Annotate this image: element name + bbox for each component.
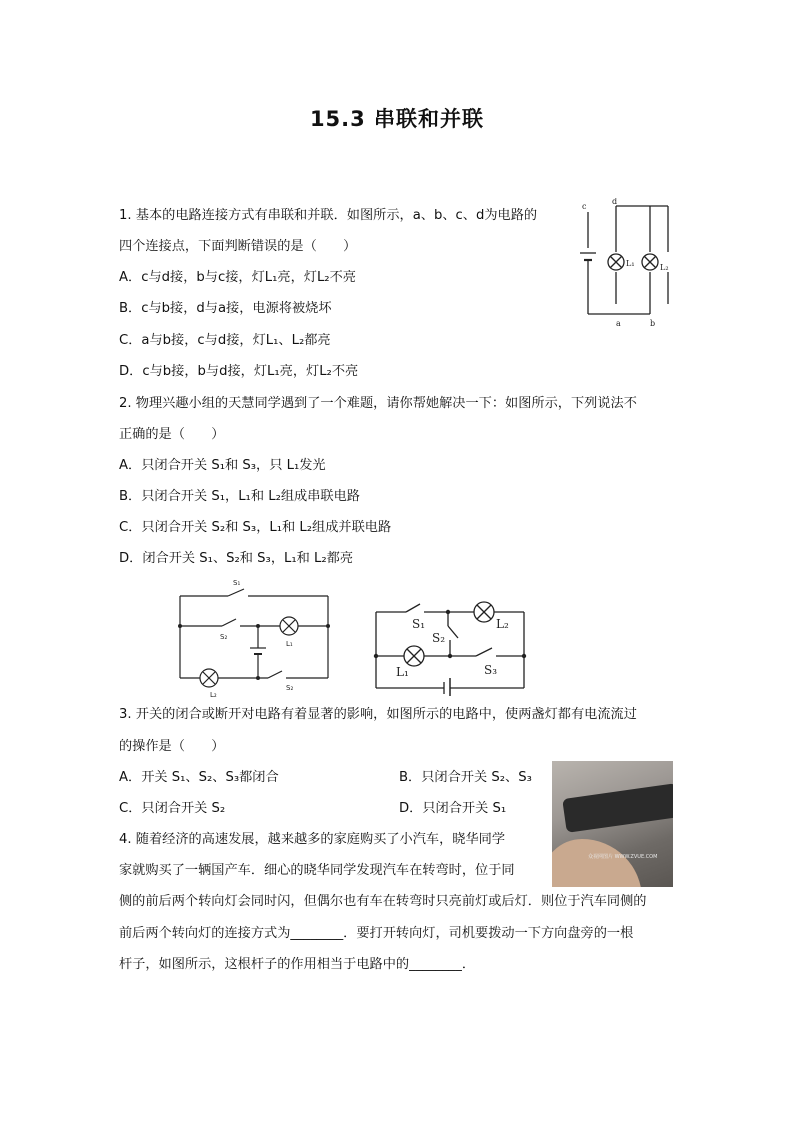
q1-label-b: b [650, 319, 656, 328]
q2-right-circuit-figure [370, 592, 530, 696]
q4-line1: 4. 随着经济的高速发展，越来越多的家庭购买了小汽车，晓华同学 [119, 832, 506, 847]
q2-right-label-s2: S₂ [432, 631, 446, 645]
q3-option-b: B．只闭合开关 S₂、S₃ [399, 770, 532, 785]
turn-signal-lever-photo [552, 761, 673, 887]
q1-label-a: a [616, 319, 621, 328]
q2-option-c: C．只闭合开关 S₂和 S₃，L₁和 L₂组成并联电路 [119, 520, 392, 535]
q4-line3: 侧的前后两个转向灯会同时闪，但偶尔也有车在转弯时只亮前灯或后灯．则位于汽车同侧的 [119, 894, 647, 909]
q4-line5: 杆子，如图所示，这根杆子的作用相当于电路中的________． [119, 957, 476, 972]
q2-right-label-l2: L₂ [496, 617, 509, 631]
q1-label-c: c [582, 202, 587, 211]
q2-option-a: A．只闭合开关 S₁和 S₃，只 L₁发光 [119, 458, 326, 473]
q1-circuit-figure [570, 198, 680, 330]
q2-stem-line1: 2. 物理兴趣小组的天慧同学遇到了一个难题，请你帮她解决一下：如图所示，下列说法不 [119, 396, 637, 411]
q4-line4: 前后两个转向灯的连接方式为________．要打开转向灯，司机要拨动一下方向盘旁的一根 [119, 926, 634, 941]
q1-option-a: A．c与d接，b与c接，灯L₁亮，灯L₂不亮 [119, 270, 356, 285]
q2-right-label-s3: S₃ [484, 663, 498, 677]
q1-option-c: C．a与b接，c与d接，灯L₁、L₂都亮 [119, 333, 331, 348]
q1-option-b: B．c与b接，d与a接，电源将被烧坏 [119, 301, 332, 316]
q2-left-label-s1: S₁ [233, 579, 241, 587]
photo-watermark: 众视网图片 WWW.ZVUE.COM [588, 854, 658, 860]
q2-left-circuit-figure [172, 576, 337, 700]
q3-option-a: A．开关 S₁、S₂、S₃都闭合 [119, 770, 279, 785]
q2-left-label-l2: L₂ [210, 691, 217, 699]
q1-label-l1: L₁ [626, 259, 635, 268]
q2-right-label-s1: S₁ [412, 617, 426, 631]
q3-stem-line1: 3. 开关的闭合或断开对电路有着显著的影响，如图所示的电路中，使两盏灯都有电流流过 [119, 707, 637, 722]
q1-label-d: d [612, 198, 618, 206]
q3-option-c: C．只闭合开关 S₂ [119, 801, 226, 816]
q1-stem-line1: 1. 基本的电路连接方式有串联和并联．如图所示，a、b、c、d为电路的 [119, 208, 538, 223]
q2-left-label-s2: S₂ [220, 633, 228, 641]
q2-option-d: D．闭合开关 S₁、S₂和 S₃，L₁和 L₂都亮 [119, 551, 354, 566]
q3-stem-line2: 的操作是（ ） [119, 739, 225, 754]
q2-option-b: B．只闭合开关 S₁，L₁和 L₂组成串联电路 [119, 489, 360, 504]
page-title: 15.3 串联和并联 [309, 107, 485, 131]
q2-stem-line2: 正确的是（ ） [119, 427, 225, 442]
q4-line2: 家就购买了一辆国产车．细心的晓华同学发现汽车在转弯时，位于同 [119, 863, 515, 878]
q2-left-label-s3: S₂ [286, 684, 294, 692]
q1-stem-line2: 四个连接点，下面判断错误的是（ ） [119, 239, 357, 254]
q1-option-d: D．c与b接，b与d接，灯L₁亮，灯L₂不亮 [119, 364, 359, 379]
q2-left-label-l1: L₁ [286, 640, 293, 648]
q1-label-l2: L₂ [660, 263, 669, 272]
q3-option-d: D．只闭合开关 S₁ [399, 801, 507, 816]
q2-right-label-l1: L₁ [396, 665, 409, 679]
